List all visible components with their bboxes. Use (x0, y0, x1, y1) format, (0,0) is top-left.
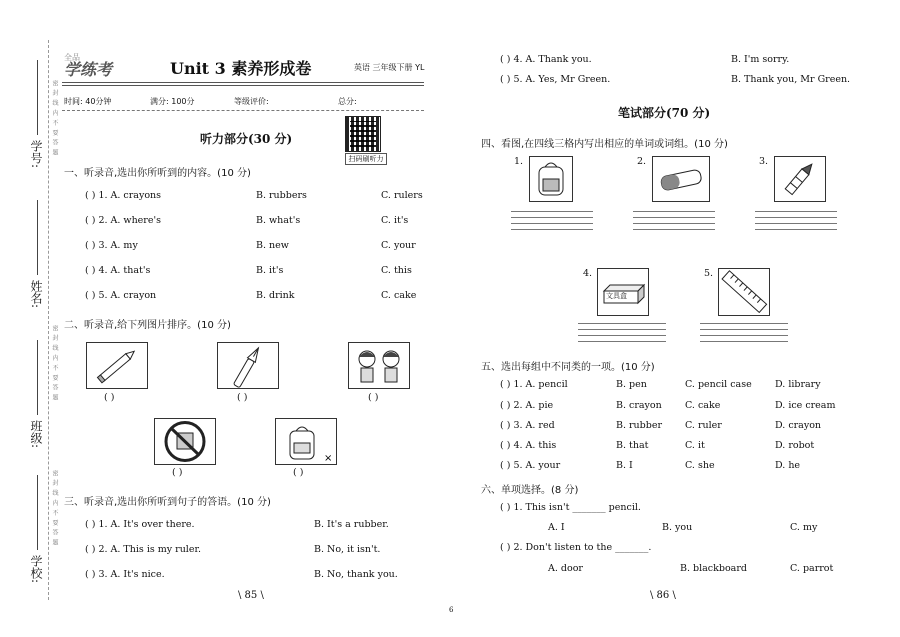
s4-writing-lines-3[interactable] (755, 206, 837, 232)
s5-q1-a[interactable]: ( ) 1. A. pencil (500, 379, 568, 390)
s4-writing-lines-5[interactable] (700, 318, 788, 344)
s5-q4-b: B. that (616, 440, 649, 451)
s1-q3-c: C. your (381, 240, 416, 251)
total-info: 总分: (338, 97, 357, 106)
s3-q3-b: B. No, thank you. (314, 569, 398, 580)
header-rule (62, 82, 424, 83)
s5-q3-c: C. ruler (685, 420, 722, 431)
listening-title: 听力部分(30 分) (200, 132, 293, 146)
s5-q4-c: C. it (685, 440, 705, 451)
s2-blank-5[interactable]: ( ) (293, 467, 304, 478)
s2-blank-4[interactable]: ( ) (172, 467, 183, 478)
s4-writing-lines-2[interactable] (633, 206, 715, 232)
s5-q5-a[interactable]: ( ) 5. A. your (500, 460, 561, 471)
schoolbag-picture (275, 418, 337, 465)
school-blank[interactable] (37, 475, 38, 550)
sheet-number: 6 (449, 606, 454, 614)
score-info: 满分: 100分 (150, 97, 195, 106)
s4-rubber-picture (652, 156, 710, 202)
crayon-icon (775, 157, 825, 201)
publisher-logo (64, 52, 112, 78)
s1-q2-c: C. it's (381, 215, 409, 226)
logo-main-text: 学练考 (64, 60, 113, 79)
children-icon (349, 343, 409, 388)
s4-num-5: 5. (704, 268, 714, 279)
pen-picture (217, 342, 279, 389)
s5-q1-c: C. pencil case (685, 379, 752, 390)
s2-blank-1[interactable]: ( ) (104, 392, 115, 403)
writing-title: 笔试部分(70 分) (618, 106, 711, 120)
seal-note: 密 封 线 内 不 要 答 题 (51, 325, 58, 402)
s5-q3-a[interactable]: ( ) 3. A. red (500, 420, 555, 431)
s5-q3-b: B. rubber (616, 420, 663, 431)
subject-meta: 英语 三年级下册 YL (354, 63, 425, 72)
s1-q1-a[interactable]: ( ) 1. A. crayons (85, 190, 162, 201)
s6-q1-a: A. I (548, 522, 565, 533)
class-label: 班级: (29, 420, 43, 449)
s5-q4-d: D. robot (775, 440, 815, 451)
section4-title: 四、看图,在四线三格内写出相应的单词或词组。(10 分) (481, 139, 728, 150)
s1-q4-b: B. it's (256, 265, 284, 276)
s3-q5-a[interactable]: ( ) 5. A. Yes, Mr Green. (500, 74, 611, 85)
s6-q1-b: B. you (662, 522, 693, 533)
no-food-sign-icon (155, 419, 215, 464)
s1-q1-b: B. rubbers (256, 190, 307, 201)
page-title: Unit 3 素养形成卷 (170, 59, 312, 78)
student-id-label: 学号: (29, 140, 43, 169)
left-page-number: \ 85 \ (238, 590, 264, 601)
class-blank[interactable] (37, 340, 38, 415)
s2-blank-2[interactable]: ( ) (237, 392, 248, 403)
s4-writing-lines-4[interactable] (578, 318, 666, 344)
s5-q5-b: B. I (616, 460, 633, 471)
s1-q2-a[interactable]: ( ) 2. A. where's (85, 215, 161, 226)
s5-q2-b: B. crayon (616, 400, 662, 411)
fountain-pen-icon (218, 343, 278, 388)
s4-num-4: 4. (583, 268, 593, 279)
s6-q2-c: C. parrot (790, 563, 834, 574)
s3-q1-a[interactable]: ( ) 1. A. It's over there. (85, 519, 195, 530)
pencil-picture (86, 342, 148, 389)
grade-info: 等级评价: (234, 97, 269, 106)
s4-crayon-picture (774, 156, 826, 202)
student-id-blank[interactable] (37, 60, 38, 135)
s4-backpack-picture (529, 156, 573, 202)
student-name-label: 姓名: (29, 280, 43, 309)
s2-blank-3[interactable]: ( ) (368, 392, 379, 403)
pencil-icon (87, 343, 147, 388)
s1-q2-b: B. what's (256, 215, 301, 226)
s6-q2-b: B. blackboard (680, 563, 747, 574)
s4-ruler-picture (718, 268, 770, 316)
s4-num-2: 2. (637, 156, 647, 167)
student-name-blank[interactable] (37, 200, 38, 275)
s1-q3-a[interactable]: ( ) 3. A. my (85, 240, 138, 251)
schoolbag-icon (276, 419, 336, 464)
s5-q3-d: D. crayon (775, 420, 822, 431)
s4-writing-lines-1[interactable] (511, 206, 593, 232)
rubber-icon (653, 157, 709, 201)
s5-q5-d: D. he (775, 460, 801, 471)
s3-q4-b: B. I'm sorry. (731, 54, 790, 65)
s1-q5-b: B. drink (256, 290, 295, 301)
svg-text:×: × (324, 453, 333, 464)
right-page-number: \ 86 \ (650, 590, 676, 601)
s3-q5-b: B. Thank you, Mr Green. (731, 74, 851, 85)
seal-note: 密 封 线 内 不 要 答 题 (51, 470, 58, 547)
school-label: 学校: (29, 555, 43, 584)
s4-num-1: 1. (514, 156, 524, 167)
no-drink-picture (154, 418, 216, 465)
s3-q1-b: B. It's a rubber. (314, 519, 389, 530)
s6-q2[interactable]: ( ) 2. Don't listen to the _______. (500, 542, 652, 553)
s6-q1-c: C. my (790, 522, 818, 533)
section3-title: 三、听录音,选出你所听到句子的答语。(10 分) (64, 497, 271, 508)
s4-box-text: 文具盒 (606, 292, 627, 300)
children-picture (348, 342, 410, 389)
seal-note: 密 封 线 内 不 要 答 题 (51, 80, 58, 157)
s3-q2-a[interactable]: ( ) 2. A. This is my ruler. (85, 544, 201, 555)
s5-q2-c: C. cake (685, 400, 721, 411)
s5-q2-d: D. ice cream (775, 400, 836, 411)
s3-q4-a[interactable]: ( ) 4. A. Thank you. (500, 54, 592, 65)
s1-q4-c: C. this (381, 265, 412, 276)
time-info: 时间: 40分钟 (64, 97, 112, 106)
s3-q2-b: B. No, it isn't. (314, 544, 381, 555)
backpack-icon (530, 157, 572, 201)
section1-title: 一、听录音,选出你所听到的内容。(10 分) (64, 168, 251, 179)
info-rule (62, 110, 424, 111)
s5-q4-a[interactable]: ( ) 4. A. this (500, 440, 557, 451)
header-rule (62, 85, 424, 86)
s4-num-3: 3. (759, 156, 769, 167)
s3-q3-a[interactable]: ( ) 3. A. It's nice. (85, 569, 165, 580)
binding-dashed-line (48, 40, 49, 600)
s1-q5-c: C. cake (381, 290, 417, 301)
logo-top-text: 全品 (64, 53, 80, 62)
qr-label: 扫码刷听力 (345, 153, 387, 165)
s5-q1-b: B. pen (616, 379, 647, 390)
s1-q4-a[interactable]: ( ) 4. A. that's (85, 265, 151, 276)
s6-q1[interactable]: ( ) 1. This isn't _______ pencil. (500, 502, 641, 513)
s1-q1-c: C. rulers (381, 190, 423, 201)
section6-title: 六、单项选择。(8 分) (481, 485, 579, 496)
binding-margin (0, 0, 56, 637)
s5-q2-a[interactable]: ( ) 2. A. pie (500, 400, 554, 411)
s5-q1-d: D. library (775, 379, 821, 390)
s1-q3-b: B. new (256, 240, 289, 251)
s6-q2-a: A. door (548, 563, 583, 574)
ruler-icon (719, 269, 769, 315)
s5-q5-c: C. she (685, 460, 715, 471)
section5-title: 五、选出每组中不同类的一项。(10 分) (481, 362, 655, 373)
section2-title: 二、听录音,给下列图片排序。(10 分) (64, 320, 231, 331)
s1-q5-a[interactable]: ( ) 5. A. crayon (85, 290, 157, 301)
qr-code[interactable] (345, 116, 381, 152)
